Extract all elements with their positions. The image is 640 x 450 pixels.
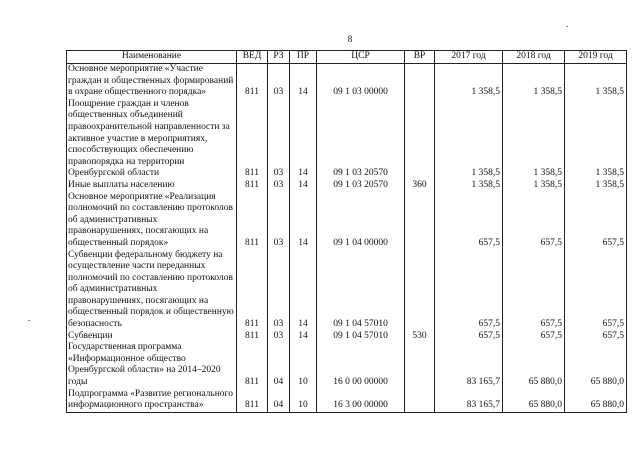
row-rz: 04 (268, 342, 290, 388)
row-2017: 1 358,5 (435, 99, 503, 180)
row-pr: 10 (290, 342, 317, 388)
row-2017: 657,5 (435, 331, 503, 343)
row-2019: 65 880,0 (565, 342, 627, 388)
table-row (67, 250, 627, 331)
row-vr (405, 99, 435, 180)
row-2019: 657,5 (565, 250, 627, 331)
row-2018: 1 358,5 (503, 64, 565, 99)
table-row (67, 331, 627, 343)
table-row (67, 389, 627, 413)
row-2018: 65 880,0 (503, 342, 565, 388)
row-pr: 14 (290, 180, 317, 192)
budget-table (66, 50, 627, 413)
row-vr: 530 (405, 331, 435, 343)
column-header-2017: 2017 год (435, 51, 503, 64)
row-ved: 811 (237, 250, 268, 331)
row-ved: 811 (237, 64, 268, 99)
row-name: Основное мероприятие «Участие граждан и общественных формирований в охране общественного порядка» (67, 64, 237, 99)
row-vr (405, 192, 435, 250)
row-name: Государственная программа «Информационное общество Оренбургской области» на 2014–2020 годы (67, 342, 237, 388)
table-row (67, 342, 627, 388)
row-csr: 09 1 03 20570 (317, 99, 405, 180)
row-ved: 811 (237, 331, 268, 343)
row-name: Поощрение граждан и членов общественных объединений правоохранительной направленности за активное участие в мероприятиях, способствующих обеспечению правопорядка на территории Оренбургской области (67, 99, 237, 180)
row-2019: 1 358,5 (565, 99, 627, 180)
row-rz: 03 (268, 99, 290, 180)
row-2018: 65 880,0 (503, 389, 565, 413)
row-2017: 1 358,5 (435, 64, 503, 99)
row-name: Подпрограмма «Развитие регионального информационного пространства» (67, 389, 237, 413)
row-2017: 657,5 (435, 250, 503, 331)
row-rz: 04 (268, 389, 290, 413)
row-pr: 14 (290, 192, 317, 250)
scan-speck (28, 320, 30, 321)
row-2018: 657,5 (503, 331, 565, 343)
row-rz: 03 (268, 64, 290, 99)
row-name: Субвенции (67, 331, 237, 343)
row-ved: 811 (237, 192, 268, 250)
row-name: Субвенции федеральному бюджету на осуществление части переданных полномочий по составлению протоколов об административных правонарушениях, посягающих на общественный порядок и общественную безопасность (67, 250, 237, 331)
row-pr: 14 (290, 331, 317, 343)
row-2019: 657,5 (565, 331, 627, 343)
row-pr: 14 (290, 64, 317, 99)
row-ved: 811 (237, 342, 268, 388)
row-csr: 16 3 00 00000 (317, 389, 405, 413)
column-header-name: Наименование (67, 51, 237, 64)
row-ved: 811 (237, 180, 268, 192)
column-header-pr: ПР (290, 51, 317, 64)
column-header-ved: ВЕД (237, 51, 268, 64)
row-csr: 09 1 03 00000 (317, 64, 405, 99)
row-vr (405, 342, 435, 388)
column-header-csr: ЦСР (317, 51, 405, 64)
row-name: Основное мероприятие «Реализация полномочий по составлению протоколов об административных правонарушениях, посягающих на общественный порядок» (67, 192, 237, 250)
row-rz: 03 (268, 192, 290, 250)
table-row (67, 180, 627, 192)
column-header-2018: 2018 год (503, 51, 565, 64)
row-2019: 1 358,5 (565, 64, 627, 99)
row-vr (405, 250, 435, 331)
row-csr: 09 1 04 57010 (317, 331, 405, 343)
row-2018: 657,5 (503, 192, 565, 250)
row-ved: 811 (237, 389, 268, 413)
table-row (67, 99, 627, 180)
row-rz: 03 (268, 331, 290, 343)
row-pr: 14 (290, 250, 317, 331)
row-2017: 83 165,7 (435, 342, 503, 388)
table-header-row (67, 51, 627, 64)
row-csr: 09 1 04 00000 (317, 192, 405, 250)
row-2018: 1 358,5 (503, 180, 565, 192)
row-csr: 09 1 03 20570 (317, 180, 405, 192)
row-pr: 10 (290, 389, 317, 413)
row-2018: 657,5 (503, 250, 565, 331)
row-csr: 16 0 00 00000 (317, 342, 405, 388)
row-vr (405, 389, 435, 413)
table-row (67, 64, 627, 99)
row-vr: 360 (405, 180, 435, 192)
row-csr: 09 1 04 57010 (317, 250, 405, 331)
row-2018: 1 358,5 (503, 99, 565, 180)
row-rz: 03 (268, 250, 290, 331)
table-row (67, 192, 627, 250)
row-2019: 65 880,0 (565, 389, 627, 413)
page-number: 8 (347, 34, 353, 44)
row-rz: 03 (268, 180, 290, 192)
row-2019: 657,5 (565, 192, 627, 250)
row-name: Иные выплаты населению (67, 180, 237, 192)
row-pr: 14 (290, 99, 317, 180)
row-2017: 83 165,7 (435, 389, 503, 413)
row-2017: 1 358,5 (435, 180, 503, 192)
column-header-rz: РЗ (268, 51, 290, 64)
row-2019: 1 358,5 (565, 180, 627, 192)
row-vr (405, 64, 435, 99)
row-2017: 657,5 (435, 192, 503, 250)
column-header-2019: 2019 год (565, 51, 627, 64)
column-header-vr: ВР (405, 51, 435, 64)
row-ved: 811 (237, 99, 268, 180)
scan-speck (566, 26, 568, 27)
